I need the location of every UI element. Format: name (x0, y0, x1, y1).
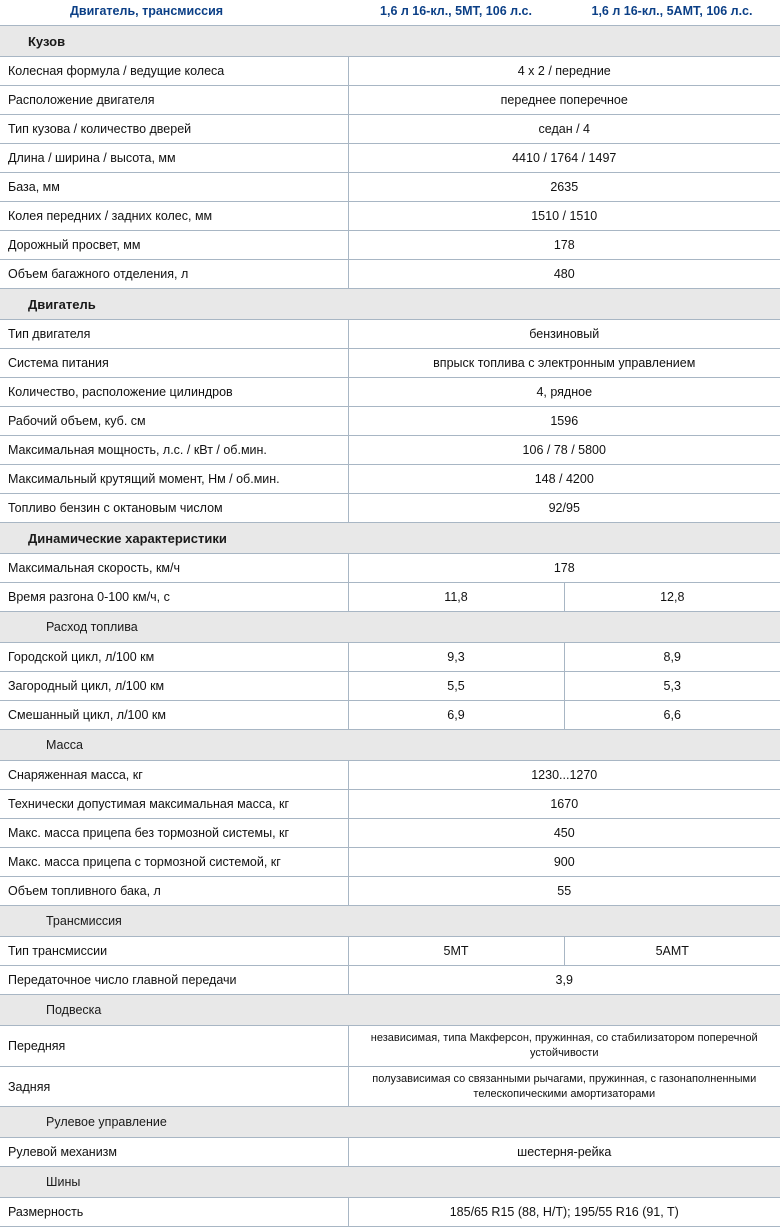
table-row (0, 848, 780, 877)
spec-label: Макс. масса прицепа без тормозной системы, кг (0, 819, 348, 848)
spec-label: Топливо бензин с октановым числом (0, 494, 348, 523)
section-header-row (0, 995, 780, 1026)
section-title: Подвеска (0, 995, 780, 1026)
spec-label: Передаточное число главной передачи (0, 966, 348, 995)
spec-value-variant-1: 6,9 (348, 701, 564, 730)
table-header-row (0, 0, 780, 26)
spec-value: 1596 (348, 407, 780, 436)
header-variant-2: 1,6 л 16-кл., 5АМТ, 106 л.с. (564, 0, 780, 26)
table-row (0, 320, 780, 349)
spec-value: 4, рядное (348, 378, 780, 407)
table-row (0, 349, 780, 378)
spec-value: полузависимая со связанными рычагами, пружинная, с газонаполненными телескопическими амортизаторами (348, 1066, 780, 1107)
table-row (0, 173, 780, 202)
table-row (0, 86, 780, 115)
spec-value-variant-1: 9,3 (348, 643, 564, 672)
section-title: Кузов (0, 26, 780, 57)
spec-value: 1510 / 1510 (348, 202, 780, 231)
table-row (0, 494, 780, 523)
table-row (0, 701, 780, 730)
table-row (0, 436, 780, 465)
section-header-row (0, 523, 780, 554)
spec-value: 4410 / 1764 / 1497 (348, 144, 780, 173)
table-row (0, 231, 780, 260)
table-row (0, 819, 780, 848)
spec-label: Размерность (0, 1198, 348, 1227)
spec-label: Колея передних / задних колес, мм (0, 202, 348, 231)
spec-label: Объем топливного бака, л (0, 877, 348, 906)
section-header-row (0, 730, 780, 761)
spec-value: 148 / 4200 (348, 465, 780, 494)
table-row (0, 1026, 780, 1067)
spec-label: Технически допустимая максимальная масса, кг (0, 790, 348, 819)
spec-value: 178 (348, 231, 780, 260)
spec-label: Макс. масса прицепа с тормозной системой, кг (0, 848, 348, 877)
spec-label: Максимальная скорость, км/ч (0, 554, 348, 583)
spec-label: Тип двигателя (0, 320, 348, 349)
section-header-row (0, 612, 780, 643)
section-title: Двигатель (0, 289, 780, 320)
spec-value-variant-2: 6,6 (564, 701, 780, 730)
section-header-row (0, 289, 780, 320)
spec-value: 900 (348, 848, 780, 877)
spec-label: Рулевой механизм (0, 1138, 348, 1167)
table-row (0, 202, 780, 231)
spec-label: Колесная формула / ведущие колеса (0, 57, 348, 86)
spec-value-variant-1: 11,8 (348, 583, 564, 612)
spec-value: шестерня-рейка (348, 1138, 780, 1167)
table-row (0, 144, 780, 173)
spec-value: 4 х 2 / передние (348, 57, 780, 86)
table-row (0, 1198, 780, 1227)
spec-value-variant-2: 8,9 (564, 643, 780, 672)
spec-value-variant-1: 5МТ (348, 937, 564, 966)
spec-label: Задняя (0, 1066, 348, 1107)
spec-label: Объем багажного отделения, л (0, 260, 348, 289)
spec-label: Дорожный просвет, мм (0, 231, 348, 260)
spec-label: Время разгона 0-100 км/ч, с (0, 583, 348, 612)
table-row (0, 583, 780, 612)
spec-value: 55 (348, 877, 780, 906)
spec-label: Смешанный цикл, л/100 км (0, 701, 348, 730)
table-row (0, 877, 780, 906)
spec-label: Расположение двигателя (0, 86, 348, 115)
spec-value: впрыск топлива с электронным управлением (348, 349, 780, 378)
header-variant-1: 1,6 л 16-кл., 5МТ, 106 л.с. (348, 0, 564, 26)
spec-value: 1230...1270 (348, 761, 780, 790)
section-title: Рулевое управление (0, 1107, 780, 1138)
table-row (0, 465, 780, 494)
section-title: Трансмиссия (0, 906, 780, 937)
table-row (0, 378, 780, 407)
section-title: Шины (0, 1167, 780, 1198)
spec-label: Рабочий объем, куб. см (0, 407, 348, 436)
spec-label: Городской цикл, л/100 км (0, 643, 348, 672)
spec-value-variant-2: 12,8 (564, 583, 780, 612)
table-row (0, 407, 780, 436)
spec-label: Загородный цикл, л/100 км (0, 672, 348, 701)
table-row (0, 1066, 780, 1107)
spec-value: 178 (348, 554, 780, 583)
spec-value: седан / 4 (348, 115, 780, 144)
spec-label: Длина / ширина / высота, мм (0, 144, 348, 173)
section-title: Масса (0, 730, 780, 761)
section-title: Динамические характеристики (0, 523, 780, 554)
spec-value: 450 (348, 819, 780, 848)
spec-value: 480 (348, 260, 780, 289)
table-row (0, 672, 780, 701)
spec-value: 3,9 (348, 966, 780, 995)
spec-value-variant-2: 5,3 (564, 672, 780, 701)
spec-label: Система питания (0, 349, 348, 378)
spec-value: переднее поперечное (348, 86, 780, 115)
table-row (0, 761, 780, 790)
table-row (0, 937, 780, 966)
spec-label: Снаряженная масса, кг (0, 761, 348, 790)
spec-value: 106 / 78 / 5800 (348, 436, 780, 465)
table-row (0, 115, 780, 144)
table-row (0, 57, 780, 86)
section-header-row (0, 1167, 780, 1198)
spec-label: Тип кузова / количество дверей (0, 115, 348, 144)
table-row (0, 260, 780, 289)
spec-value: 185/65 R15 (88, H/T); 195/55 R16 (91, T) (348, 1198, 780, 1227)
table-row (0, 643, 780, 672)
spec-label: Передняя (0, 1026, 348, 1067)
section-title: Расход топлива (0, 612, 780, 643)
spec-value: 1670 (348, 790, 780, 819)
table-row (0, 1138, 780, 1167)
section-header-row (0, 906, 780, 937)
spec-label: Максимальная мощность, л.с. / кВт / об.мин. (0, 436, 348, 465)
spec-label: Максимальный крутящий момент, Нм / об.мин. (0, 465, 348, 494)
spec-label: Тип трансмиссии (0, 937, 348, 966)
spec-label: База, мм (0, 173, 348, 202)
table-row (0, 554, 780, 583)
spec-value: бензиновый (348, 320, 780, 349)
section-header-row (0, 26, 780, 57)
table-row (0, 790, 780, 819)
section-header-row (0, 1107, 780, 1138)
table-row (0, 966, 780, 995)
spec-value: 2635 (348, 173, 780, 202)
spec-value-variant-2: 5АМТ (564, 937, 780, 966)
header-label-column: Двигатель, трансмиссия (0, 0, 348, 26)
spec-value: независимая, типа Макферсон, пружинная, со стабилизатором поперечной устойчивости (348, 1026, 780, 1067)
spec-label: Количество, расположение цилиндров (0, 378, 348, 407)
spec-value-variant-1: 5,5 (348, 672, 564, 701)
spec-value: 92/95 (348, 494, 780, 523)
